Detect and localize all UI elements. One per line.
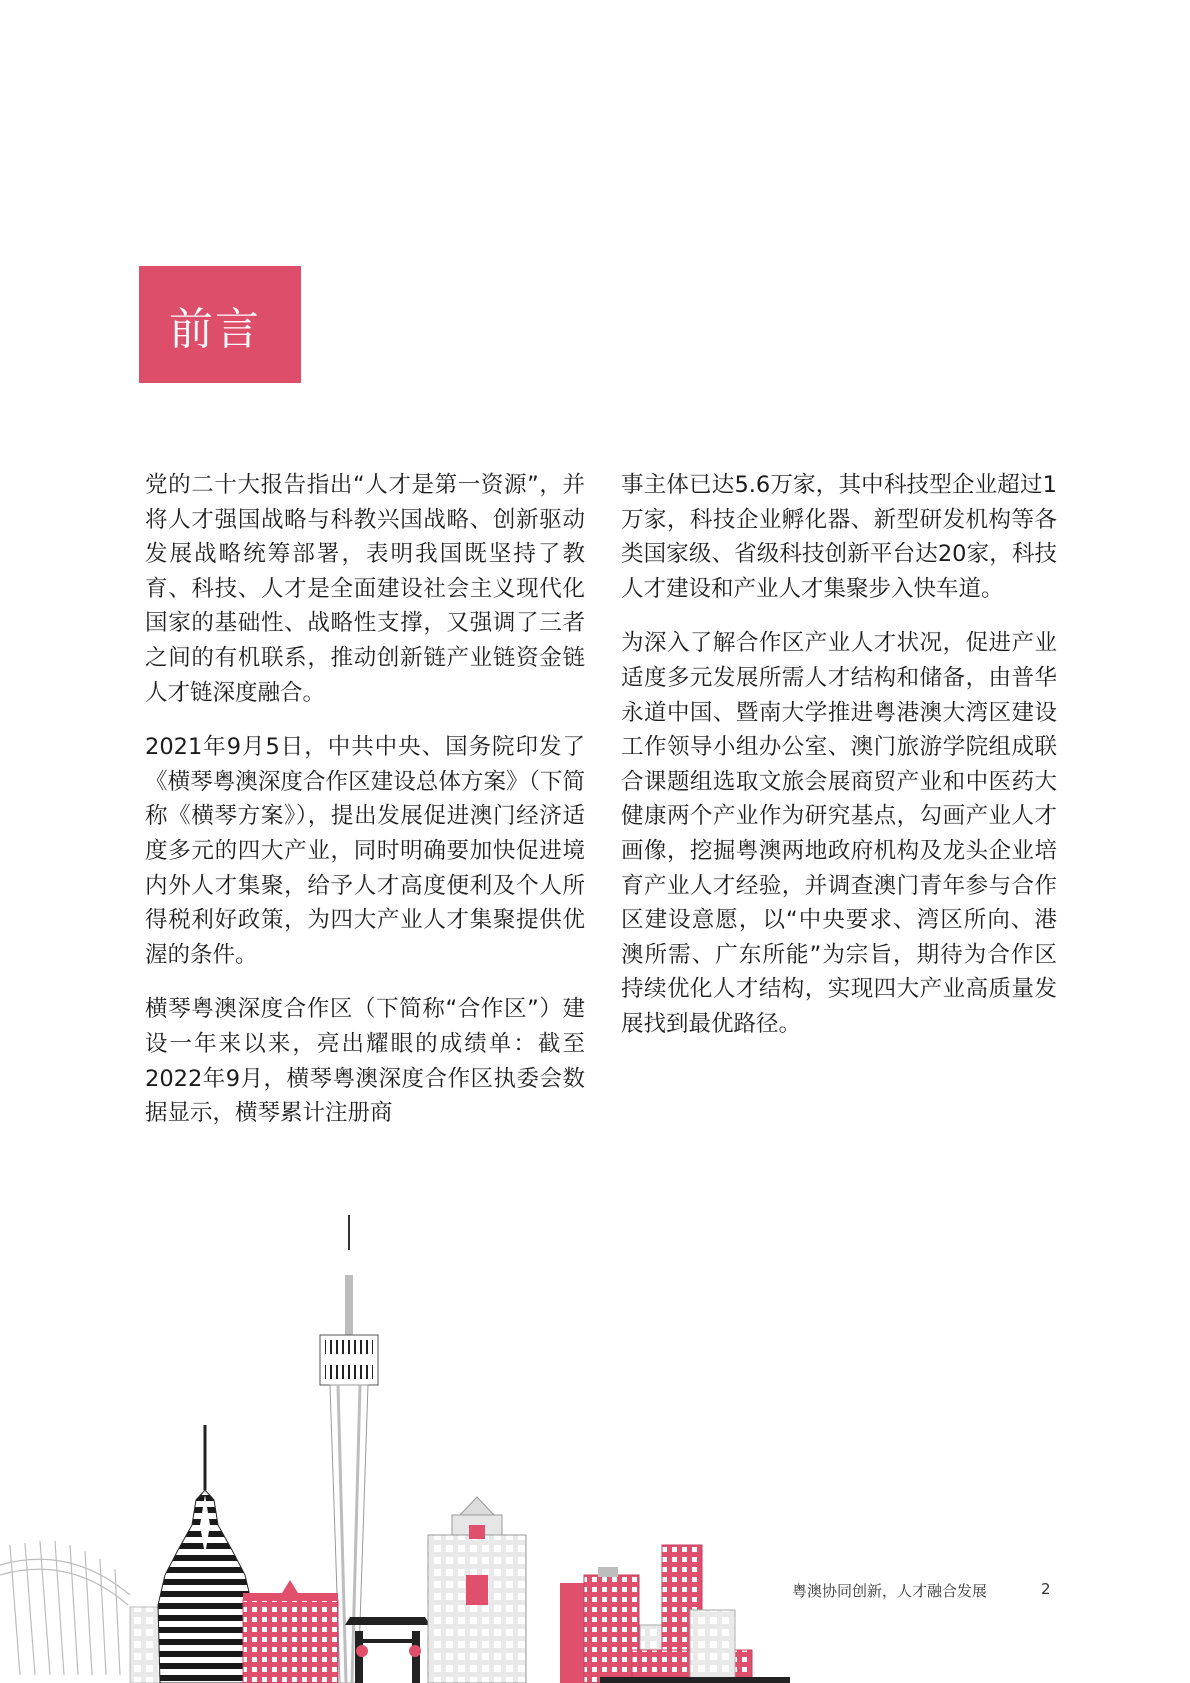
body-column-right [621, 468, 1057, 1062]
paragraph: 为深入了解合作区产业人才状况，促进产业适度多元发展所需人才结构和储备，由普华永道中国、暨南大学推进粤港澳大湾区建设工作领导小组办公室、澳门旅游学院组成联合课题组选取文旅会展商贸产业和中医药大健康两个产业作为研究基点，勾画产业人才画像，挖掘粤澳两地政府机构及龙头企业培育产业人才经验，并调查澳门青年参与合作区建设意愿，以“中央要求、湾区所向、港澳所需、广东所能”为宗旨，期待为合作区持续优化人才结构，实现四大产业高质量发展找到最优路径。 [621, 630, 1057, 1037]
body-column-left [145, 468, 585, 1151]
paragraph: 党的二十大报告指出“人才是第一资源”，并将人才强国战略与科教兴国战略、创新驱动发展战略统筹部署，表明我国既坚持了教育、科技、人才是全面建设社会主义现代化国家的基础性、战略性支撑，又强调了三者之间的有机联系，推动创新链产业链资金链人才链深度融合。 [145, 472, 585, 706]
section-title: 前言 [169, 303, 261, 355]
paragraph: 横琴粤澳深度合作区（下简称“合作区”）建设一年来以来，亮出耀眼的成绩单：截至2022年9月，横琴粤澳深度合作区执委会数据显示，横琴累计注册商 [145, 996, 585, 1127]
footer-caption: 粤澳协同创新，人才融合发展 [792, 1582, 988, 1600]
paragraph: 2021年9月5日，中共中央、国务院印发了《横琴粤澳深度合作区建设总体方案》（下简称《横琴方案》），提出发展促进澳门经济适度多元的四大产业，同时明确要加快促进境内外人才集聚，给予人才高度便利及个人所得税利好政策，为四大产业人才集聚提供优渥的条件。 [145, 734, 585, 968]
section-title-box [139, 266, 301, 383]
macau-skyline-icon [0, 1195, 800, 1683]
page-number: 2 [1041, 1580, 1051, 1598]
paragraph: 事主体已达5.6万家，其中科技型企业超过1万家，科技企业孵化器、新型研发机构等各类国家级、省级科技创新平台达20家，科技人才建设和产业人才集聚步入快车道。 [621, 472, 1057, 602]
